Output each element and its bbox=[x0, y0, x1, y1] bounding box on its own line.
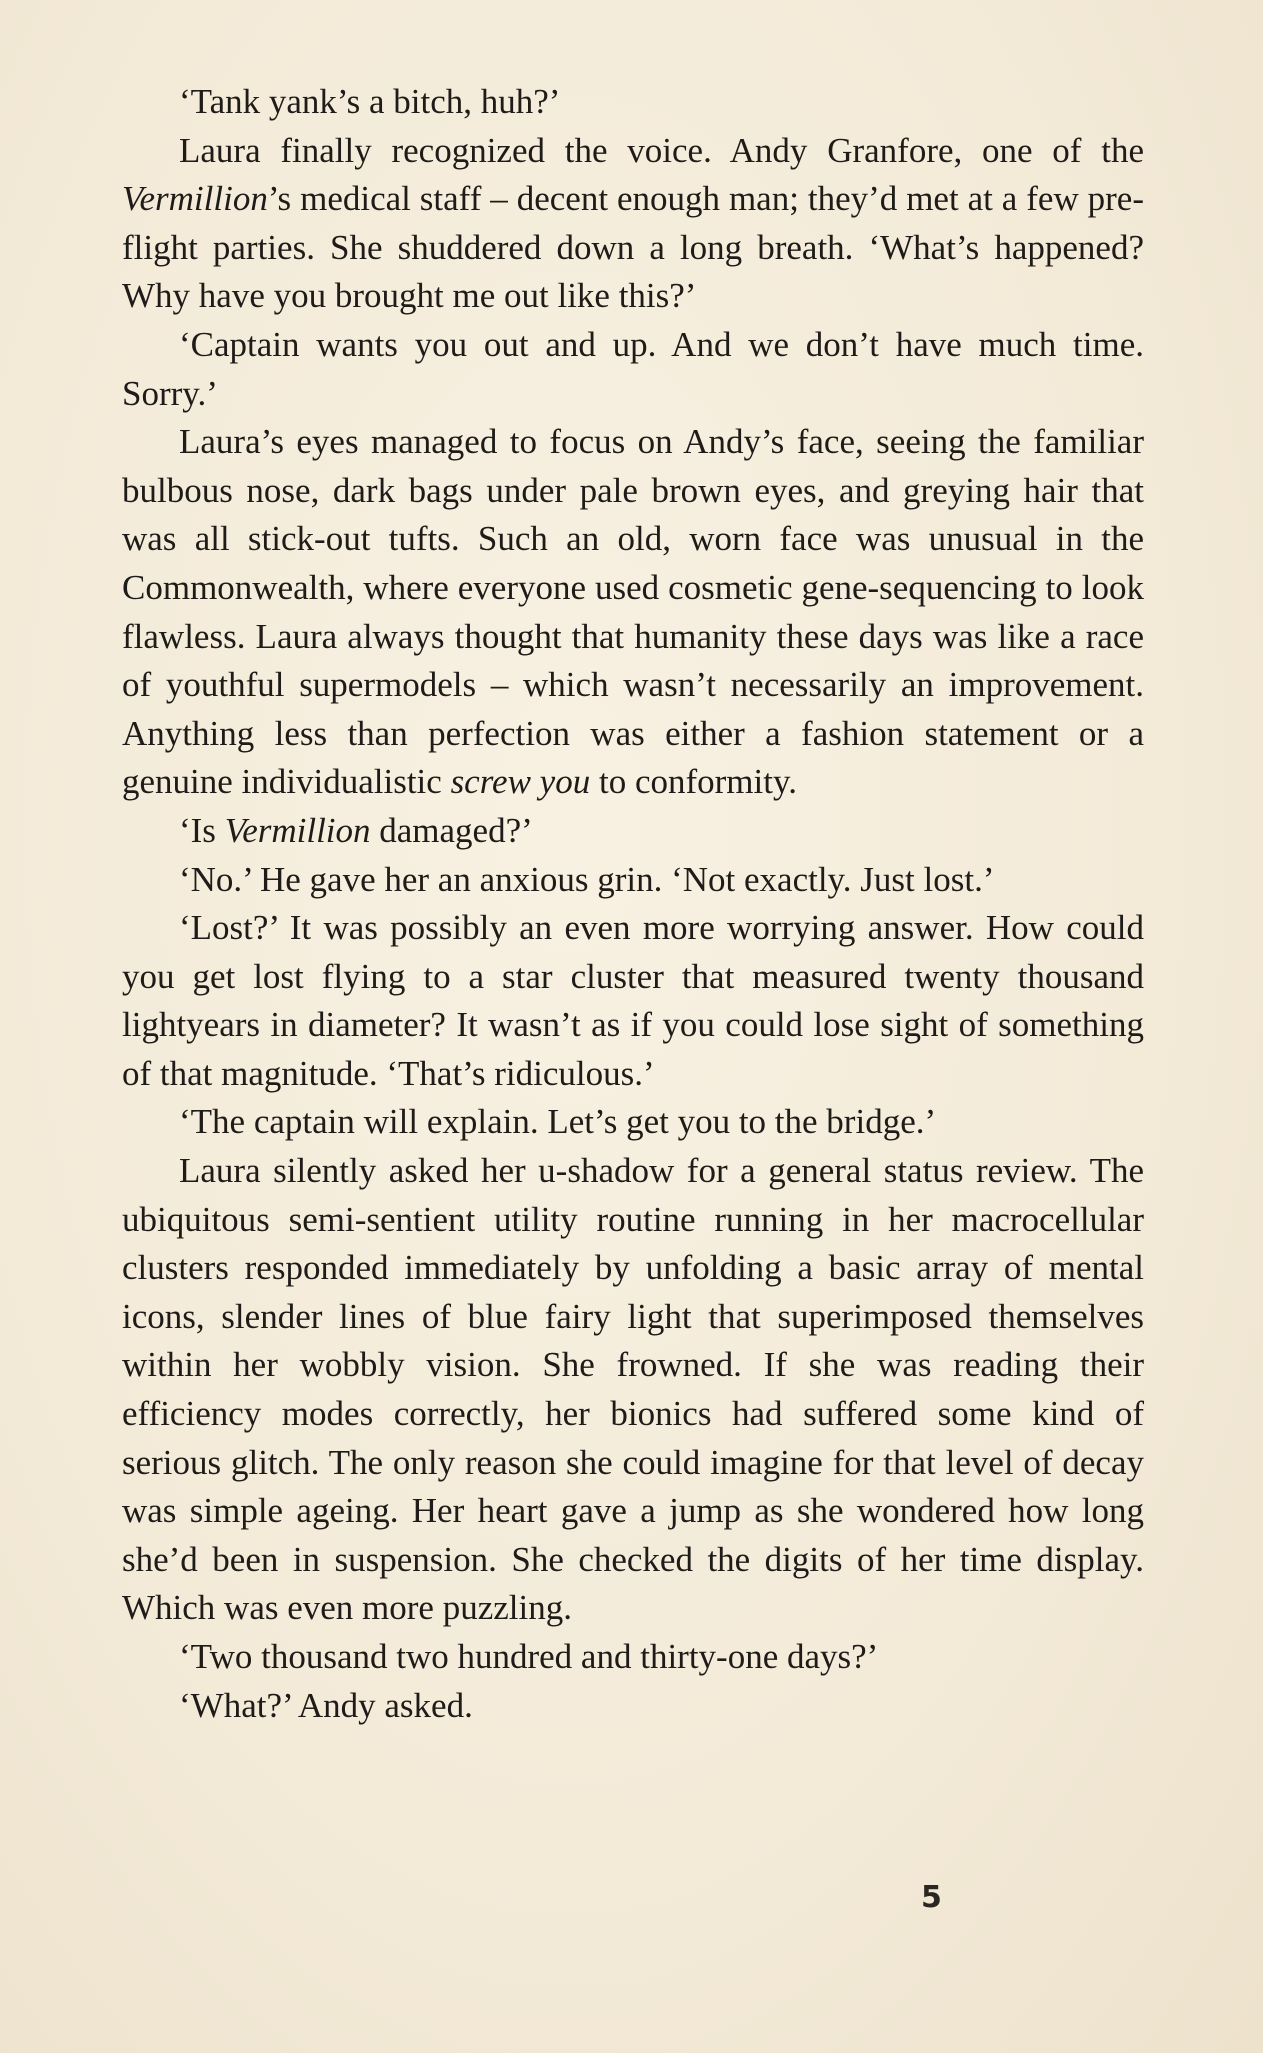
paragraph bbox=[122, 321, 1144, 418]
text-run: ‘Two thousand two hundred and thirty-one days?’ bbox=[179, 1637, 879, 1676]
text-run: ‘The captain will explain. Let’s get you to the bridge.’ bbox=[179, 1102, 937, 1142]
text-run: ‘Lost?’ It was possibly an even more worrying answer. How could you get lost flying to a star cluster that measured twenty thousand lightyears in diameter? It wasn’t as if you could lose sight of something of that magnitude. ‘That’s ridiculous.’ bbox=[122, 908, 1144, 1093]
paragraph bbox=[122, 1682, 1144, 1731]
paragraph bbox=[122, 127, 1144, 321]
body-text bbox=[122, 78, 1144, 1730]
paragraph bbox=[122, 856, 1144, 905]
text-run: Laura’s eyes managed to focus on Andy’s face, seeing the familiar bulbous nose, dark bags under pale brown eyes, and greying hair that was all stick-out tufts. Such an old, worn face was unusual in the Commonwealth, where everyone used cosmetic gene-sequencing to look flawless. Laura always thought that humanity these days was like a race of youthful supermodels – which wasn’t necessarily an improvement. Anything less than perfection was either a fashion statement or a genuine individualistic bbox=[122, 422, 1144, 802]
page-number: 5 bbox=[921, 1880, 942, 1915]
paragraph bbox=[122, 1147, 1144, 1633]
paragraph bbox=[122, 807, 1144, 856]
text-run: to conformity. bbox=[590, 762, 797, 802]
text-run: ‘What?’ Andy asked. bbox=[179, 1685, 473, 1725]
italic-text: screw you bbox=[450, 762, 591, 802]
text-run: ‘Is bbox=[179, 810, 225, 850]
paragraph bbox=[122, 418, 1144, 807]
text-run: ‘Tank yank’s a bitch, huh?’ bbox=[179, 82, 561, 121]
text-run: damaged?’ bbox=[370, 810, 533, 850]
text-run: ’s medical staff – decent enough man; they’d met at a few pre-flight parties. She shuddered down a long breath. ‘What’s happened? Why have you brought me out like this?’ bbox=[122, 179, 1144, 316]
text-run: Laura silently asked her u-shadow for a general status review. The ubiquitous semi-sentient utility routine running in her macrocellular clusters responded immediately by unfolding a basic array of mental icons, slender lines of blue fairy light that superimposed themselves within her wobbly vision. She frowned. If she was reading their efficiency modes correctly, her bionics had suffered some kind of serious glitch. The only reason she could imagine for that level of decay was simple ageing. Her heart gave a jump as she wondered how long she’d been in suspension. She checked the digits of her time display. Which was even more puzzling. bbox=[122, 1151, 1144, 1628]
paragraph bbox=[122, 1098, 1144, 1147]
italic-text: Vermillion bbox=[224, 810, 371, 850]
text-run: ‘Captain wants you out and up. And we don’t have much time. Sorry.’ bbox=[122, 324, 1144, 413]
italic-text: Vermillion bbox=[122, 179, 268, 219]
paragraph bbox=[122, 78, 1144, 127]
paragraph bbox=[122, 904, 1144, 1098]
text-run: Laura finally recognized the voice. Andy Granfore, one of the bbox=[179, 130, 1144, 170]
text-run: ‘No.’ He gave her an anxious grin. ‘Not exactly. Just lost.’ bbox=[179, 859, 995, 899]
paragraph bbox=[122, 1633, 1144, 1682]
